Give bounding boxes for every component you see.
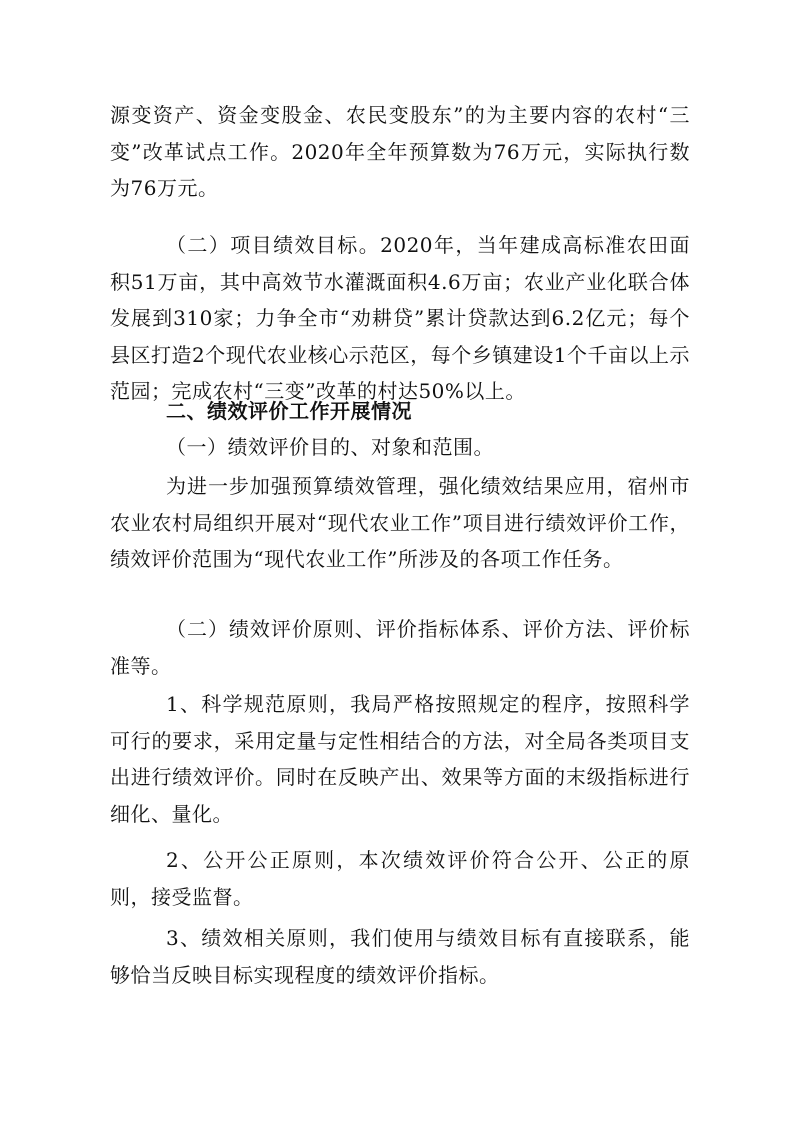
paragraph-budget-summary: 源变资产、资金变股金、农民变股东”的为主要内容的农村“三变”改革试点工作。2020年全年预算数为76万元，实际执行数为76万元。	[110, 103, 690, 200]
paragraph-performance-targets: （二）项目绩效目标。2020年，当年建成高标准农田面积51万亩，其中高效节水灌溉面积4.6万亩；农业产业化联合体发展到310家；力争全市“劝耕贷”累计贷款达到6.2亿元；每个县区打造2个现代农业核心示范区，每个乡镇建设1个千亩以上示范园；完成农村“三变”改革的村达50%以上。	[110, 233, 690, 403]
paragraph-evaluation-purpose: 为进一步加强预算绩效管理，强化绩效结果应用，宿州市农业农村局组织开展对“现代农业工作”项目进行绩效评价工作，绩效评价范围为“现代农业工作”所涉及的各项工作任务。	[110, 474, 690, 571]
paragraph-principle-1: 1、科学规范原则，我局严格按照规定的程序，按照科学可行的要求，采用定量与定性相结合的方法，对全局各类项目支出进行绩效评价。同时在反映产出、效果等方面的末级指标进行细化、量化。	[110, 692, 690, 826]
paragraph-evaluation-principles: （二）绩效评价原则、评价指标体系、评价方法、评价标准等。	[110, 617, 690, 678]
section-heading-evaluation: 二、绩效评价工作开展情况	[166, 399, 412, 423]
paragraph-principle-2: 2、公开公正原则，本次绩效评价符合公开、公正的原则，接受监督。	[110, 848, 690, 909]
paragraph-principle-3: 3、绩效相关原则，我们使用与绩效目标有直接联系，能够恰当反映目标实现程度的绩效评价指标。	[110, 926, 690, 987]
subheading-purpose-scope: （一）绩效评价目的、对象和范围。	[166, 435, 494, 459]
